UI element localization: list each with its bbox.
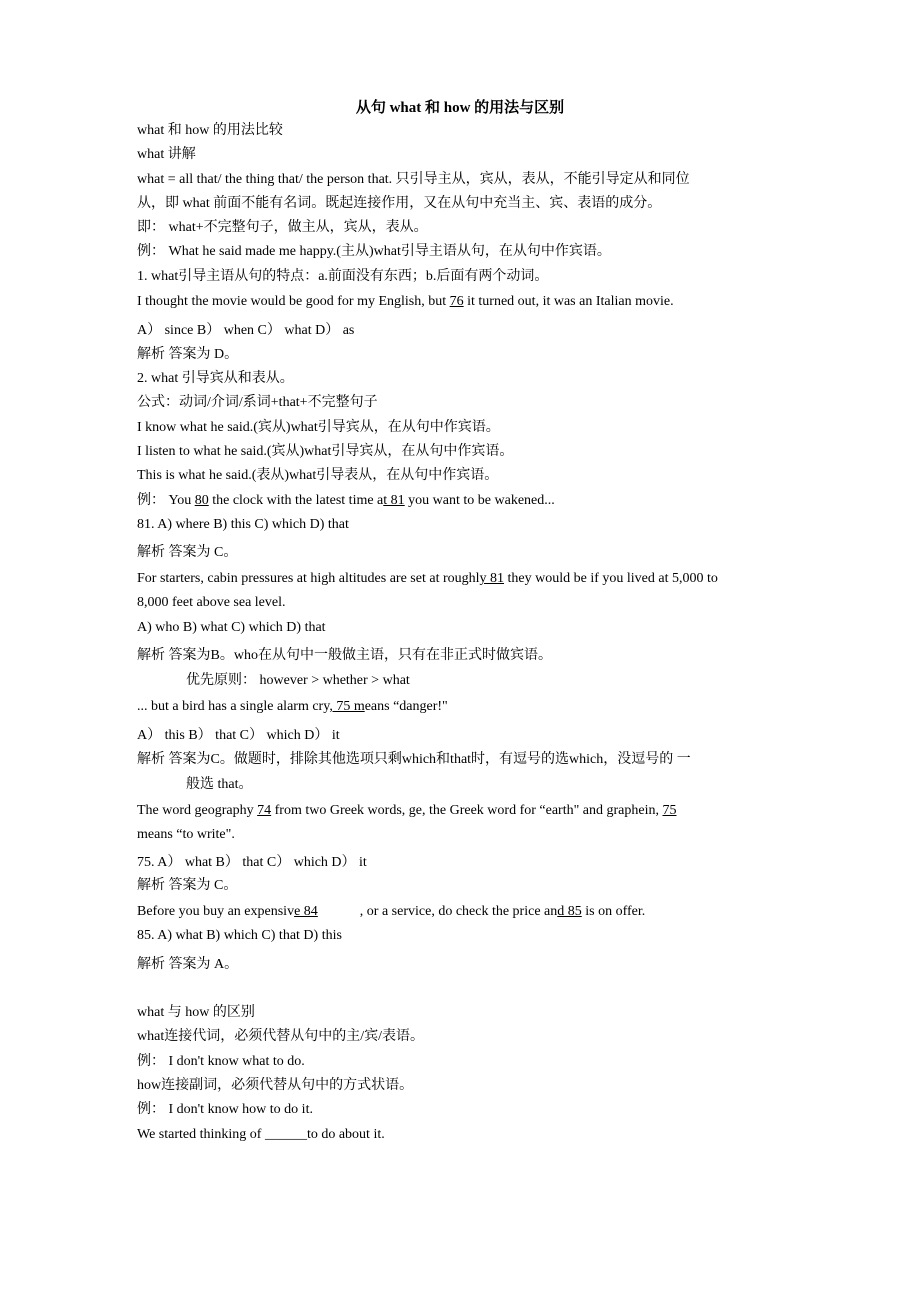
question-6: Before you buy an expensive 84 , or a service, do check the price and 85 is on offer.	[137, 904, 646, 919]
blank-number: 80	[194, 493, 209, 508]
section-2-heading: 2. what 引导宾从和表从。	[137, 371, 294, 386]
question-6-answer: 解析 答案为 A。	[137, 957, 239, 972]
section-1-heading: 1. what引导主语从句的特点：a.前面没有东西；b.后面有两个动词。	[137, 269, 549, 284]
final-question: We started thinking of ______to do about it.	[137, 1127, 385, 1142]
question-5-line-2: means “to write".	[137, 827, 235, 842]
how-example: 例： I don't know how to do it.	[137, 1102, 313, 1117]
blank-number: 74	[257, 803, 272, 818]
question-4-answer-line-2: 般选 that。	[186, 777, 253, 792]
blank-number: , 75 m	[329, 699, 365, 714]
blank-number: 75	[662, 803, 677, 818]
example-object-2: I listen to what he said.(宾从)what引导宾从，在从句中作宾语。	[137, 444, 514, 459]
question-3-line-2: 8,000 feet above sea level.	[137, 595, 286, 610]
how-rule: how连接副词，必须代替从句中的方式状语。	[137, 1078, 414, 1093]
question-2-answer: 解析 答案为 C。	[137, 545, 238, 560]
blank-number: t 81	[383, 493, 405, 508]
definition-line-1: what = all that/ the thing that/ the person that. 只引导主从，宾从，表从，不能引导定从和同位	[137, 172, 690, 187]
blank-number: d 85	[557, 904, 582, 919]
priority-rule: 优先原则： however > whether > what	[186, 673, 410, 688]
what-example: 例： I don't know what to do.	[137, 1054, 305, 1069]
question-3-line-1: For starters, cabin pressures at high altitudes are set at roughly 81 they would be if you lived at 5,000 to	[137, 571, 718, 586]
what-rule: what连接代词，必须代替从句中的主/宾/表语。	[137, 1029, 424, 1044]
question-1-answer: 解析 答案为 D。	[137, 347, 239, 362]
example-predicative: This is what he said.(表从)what引导表从，在从句中作宾语。	[137, 468, 499, 483]
blank-number: 76	[449, 294, 464, 309]
question-5-options: 75. A） what B） that C） which D） it	[137, 855, 367, 870]
definition-line-2: 从，即 what 前面不能有名词。既起连接作用，又在从句中充当主、宾、表语的成分。	[137, 196, 662, 211]
difference-heading: what 与 how 的区别	[137, 1005, 255, 1020]
question-6-options: 85. A) what B) which C) that D) this	[137, 928, 342, 943]
blank-number: e 84	[294, 904, 318, 919]
example-object-1: I know what he said.(宾从)what引导宾从，在从句中作宾语。	[137, 420, 500, 435]
question-4-answer-line-1: 解析 答案为C。做题时，排除其他选项只剩which和that时，有逗号的选which，没逗号的 一	[137, 752, 691, 767]
ie-line: 即： what+不完整句子，做主从，宾从，表从。	[137, 220, 428, 235]
intro-heading: what 和 how 的用法比较	[137, 123, 283, 138]
question-4: ... but a bird has a single alarm cry, 75 means “danger!"	[137, 699, 448, 714]
question-1: I thought the movie would be good for my English, but 76 it turned out, it was an Italian movie.	[137, 294, 674, 309]
question-4-options: A） this B） that C） which D） it	[137, 728, 340, 743]
question-5-line-1: The word geography 74 from two Greek words, ge, the Greek word for “earth" and graphein, 75	[137, 803, 677, 818]
blank-number: y 81	[479, 571, 505, 586]
what-explain-heading: what 讲解	[137, 147, 196, 162]
question-3-options: A) who B) what C) which D) that	[137, 620, 326, 635]
question-1-options: A） since B） when C） what D） as	[137, 323, 355, 338]
example-line: 例： What he said made me happy.(主从)what引导主语从句，在从句中作宾语。	[137, 244, 611, 259]
page-title: 从句 what 和 how 的用法与区别	[355, 100, 565, 116]
question-2: 例： You 80 the clock with the latest time at 81 you want to be wakened...	[137, 493, 555, 508]
question-3-answer: 解析 答案为B。who在从句中一般做主语，只有在非正式时做宾语。	[137, 648, 552, 663]
formula-line: 公式：动词/介词/系词+that+不完整句子	[137, 395, 378, 410]
question-5-answer: 解析 答案为 C。	[137, 878, 238, 893]
question-2-options: 81. A) where B) this C) which D) that	[137, 517, 349, 532]
